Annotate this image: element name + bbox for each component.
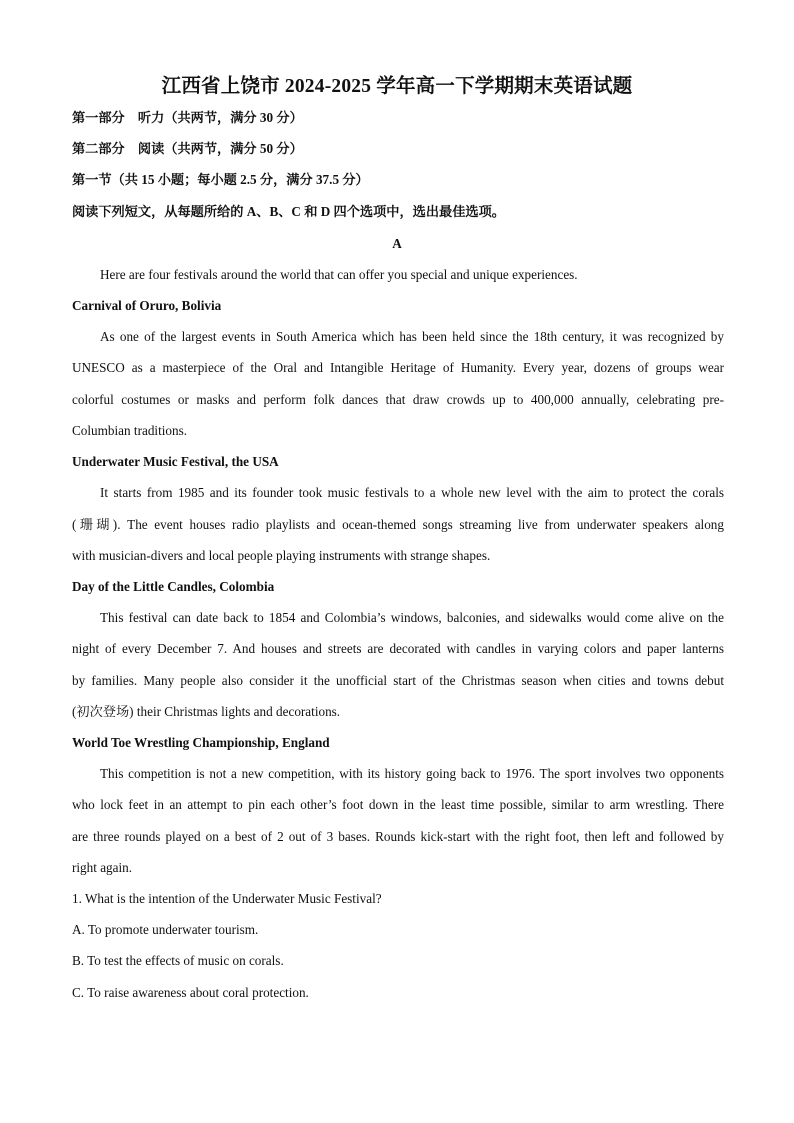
- festival-heading: Underwater Music Festival, the USA: [72, 454, 279, 469]
- section-reading-heading: 第二部分 阅读（共两节，满分 50 分）: [72, 141, 303, 156]
- answer-option-b: B. To test the effects of music on corals.: [72, 953, 284, 968]
- section-listening-heading: 第一部分 听力（共两节，满分 30 分）: [72, 110, 303, 125]
- paragraph-line: with musician-divers and local people playing instruments with strange shapes.: [72, 548, 491, 563]
- paragraph-line: (珊瑚). The event houses radio playlists and ocean-themed songs streaming live from underwater speakers along: [72, 517, 724, 532]
- passage-intro: Here are four festivals around the world that can offer you special and unique experiences.: [100, 267, 578, 282]
- answer-option-c: C. To raise awareness about coral protection.: [72, 985, 309, 1000]
- paragraph-line: by families. Many people also consider it the unofficial start of the Christmas season when cities and towns debut: [72, 673, 724, 688]
- paragraph-line: right again.: [72, 860, 133, 875]
- reading-instruction: 阅读下列短文，从每题所给的 A、B、C 和 D 四个选项中，选出最佳选项。: [72, 204, 505, 219]
- paragraph-line: UNESCO as a masterpiece of the Oral and Intangible Heritage of Humanity. Every year, dozens of groups wear: [72, 360, 724, 375]
- subsection-heading: 第一节（共 15 小题；每小题 2.5 分，满分 37.5 分）: [72, 172, 369, 187]
- paragraph-line: Columbian traditions.: [72, 423, 188, 438]
- answer-option-a: A. To promote underwater tourism.: [72, 922, 259, 937]
- paragraph-line: colorful costumes or masks and perform folk dances that draw crowds up to 400,000 annually, celebrating pre-: [72, 392, 724, 407]
- paragraph-line: This festival can date back to 1854 and Colombia’s windows, balconies, and sidewalks would come alive on the: [100, 610, 724, 625]
- festival-heading: World Toe Wrestling Championship, England: [72, 735, 330, 750]
- paragraph-line: (初次登场) their Christmas lights and decorations.: [72, 704, 341, 719]
- paragraph-line: This competition is not a new competition, with its history going back to 1976. The sport involves two opponents: [100, 766, 724, 781]
- passage-label: A: [392, 236, 402, 251]
- exam-title: 江西省上饶市 2024-2025 学年高一下学期期末英语试题: [161, 76, 633, 97]
- paragraph-line: As one of the largest events in South America which has been held since the 18th century, it was recognized by: [100, 329, 724, 344]
- paragraph-line: night of every December 7. And houses and streets are decorated with candles in varying colors and paper lanterns: [72, 641, 724, 656]
- paragraph-line: who lock feet in an attempt to pin each other’s foot down in the least time possible, similar to arm wrestling. There: [72, 797, 724, 812]
- question-stem: 1. What is the intention of the Underwater Music Festival?: [72, 891, 382, 906]
- festival-heading: Carnival of Oruro, Bolivia: [72, 298, 222, 313]
- paragraph-line: It starts from 1985 and its founder took music festivals to a whole new level with the aim to protect the corals: [100, 485, 724, 500]
- festival-heading: Day of the Little Candles, Colombia: [72, 579, 275, 594]
- paragraph-line: are three rounds played on a best of 2 out of 3 bases. Rounds kick-start with the right foot, then left and followed by: [72, 829, 724, 844]
